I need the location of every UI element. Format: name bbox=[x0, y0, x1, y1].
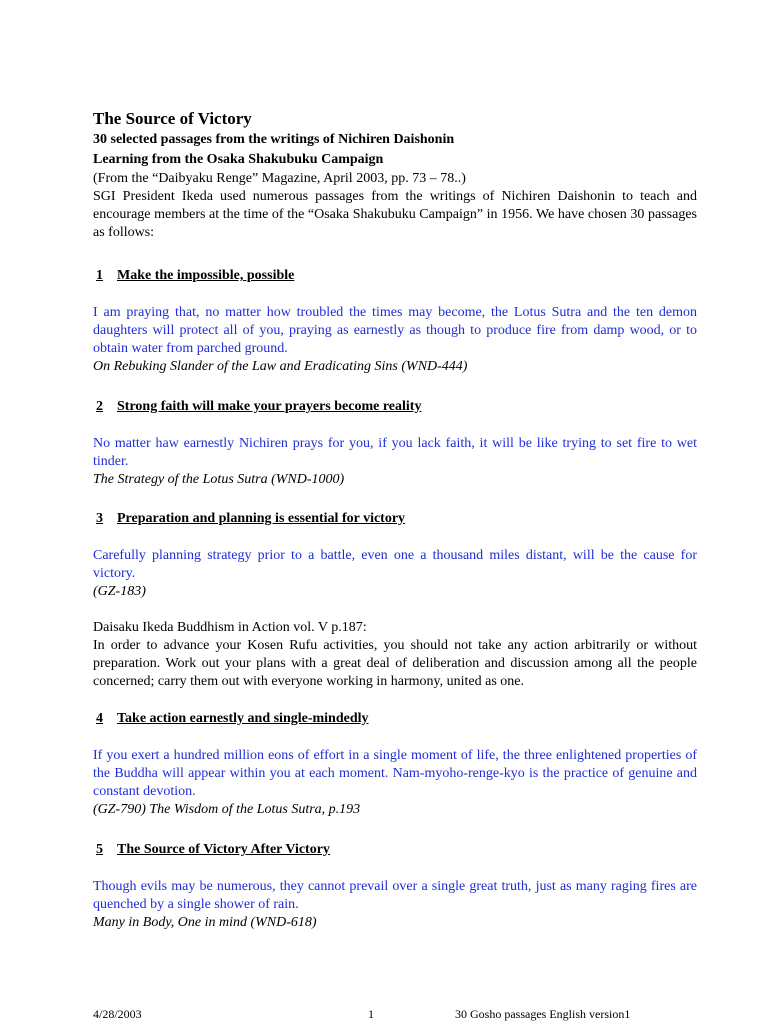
quote-citation: (GZ-790) The Wisdom of the Lotus Sutra, p.193 bbox=[93, 802, 361, 817]
section-heading bbox=[93, 510, 405, 528]
gosho-quote: I am praying that, no matter how troubled the times may become, the Lotus Sutra and the ten demon daughters will protect all of you, praying as earnestly as though to produce fire from damp wood, or to obtain water from parched ground. bbox=[93, 305, 697, 356]
section-heading bbox=[93, 398, 421, 416]
quote-citation: (GZ-183) bbox=[93, 584, 146, 599]
section-2 bbox=[93, 397, 697, 489]
section-3 bbox=[93, 509, 697, 691]
footer-date: 4/28/2003 bbox=[93, 1007, 142, 1021]
gosho-quote: No matter haw earnestly Nichiren prays for you, if you lack faith, it will be like trying to set fire to wet tinder. bbox=[93, 436, 697, 469]
section-1 bbox=[93, 266, 697, 376]
section-heading-text: Take action earnestly and single-mindedly bbox=[117, 711, 369, 726]
document-title: The Source of Victory bbox=[93, 109, 252, 128]
section-heading-text: The Source of Victory After Victory bbox=[117, 842, 330, 857]
section-heading-text: Make the impossible, possible bbox=[117, 268, 295, 283]
commentary-title: Daisaku Ikeda Buddhism in Action vol. V p.187: bbox=[93, 620, 367, 635]
section-number: 1 bbox=[96, 268, 103, 283]
gosho-quote: Though evils may be numerous, they cannot prevail over a single great truth, just as many raging fires are quenched by a single shower of rain. bbox=[93, 879, 697, 912]
commentary-body: In order to advance your Kosen Rufu activities, you should not take any action arbitrarily or without preparation. Work out your plans with a great deal of deliberation and discussion among all the people concerned; carry them out with everyone working in harmony, united as one. bbox=[93, 638, 697, 689]
section-5 bbox=[93, 840, 697, 932]
section-number: 3 bbox=[96, 511, 103, 526]
footer-file-name: 30 Gosho passages English version1 bbox=[455, 1007, 631, 1021]
section-heading bbox=[93, 267, 294, 285]
section-heading bbox=[93, 710, 369, 728]
quote-citation: On Rebuking Slander of the Law and Eradicating Sins (WND-444) bbox=[93, 359, 468, 374]
quote-citation: Many in Body, One in mind (WND-618) bbox=[93, 915, 317, 930]
document-body bbox=[93, 108, 697, 932]
footer-page-number: 1 bbox=[368, 1007, 374, 1021]
section-4 bbox=[93, 709, 697, 819]
section-heading-text: Strong faith will make your prayers become reality bbox=[117, 399, 422, 414]
section-heading bbox=[93, 841, 330, 859]
document-subtitle-1: 30 selected passages from the writings of Nichiren Daishonin bbox=[93, 132, 455, 147]
intro-paragraph: SGI President Ikeda used numerous passages from the writings of Nichiren Daishonin to teach and encourage members at the time of the “Osaka Shakubuku Campaign” in 1956. We have chosen 30 passages as follows: bbox=[93, 189, 697, 240]
quote-citation: The Strategy of the Lotus Sutra (WND-1000) bbox=[93, 472, 345, 487]
gosho-quote: If you exert a hundred million eons of effort in a single moment of life, the three enlightened properties of the Buddha will appear within you at each moment. Nam-myoho-renge-kyo is the practice of genuine and constant devotion. bbox=[93, 748, 697, 799]
section-number: 5 bbox=[96, 842, 103, 857]
section-number: 2 bbox=[96, 399, 103, 414]
section-heading-text: Preparation and planning is essential for victory bbox=[117, 511, 406, 526]
source-line: (From the “Daibyaku Renge” Magazine, April 2003, pp. 73 – 78..) bbox=[93, 171, 466, 186]
gosho-quote: Carefully planning strategy prior to a battle, even one a thousand miles distant, will be the cause for victory. bbox=[93, 548, 697, 581]
page-footer bbox=[93, 1006, 713, 1022]
section-number: 4 bbox=[96, 711, 103, 726]
document-subtitle-2: Learning from the Osaka Shakubuku Campaign bbox=[93, 152, 384, 167]
